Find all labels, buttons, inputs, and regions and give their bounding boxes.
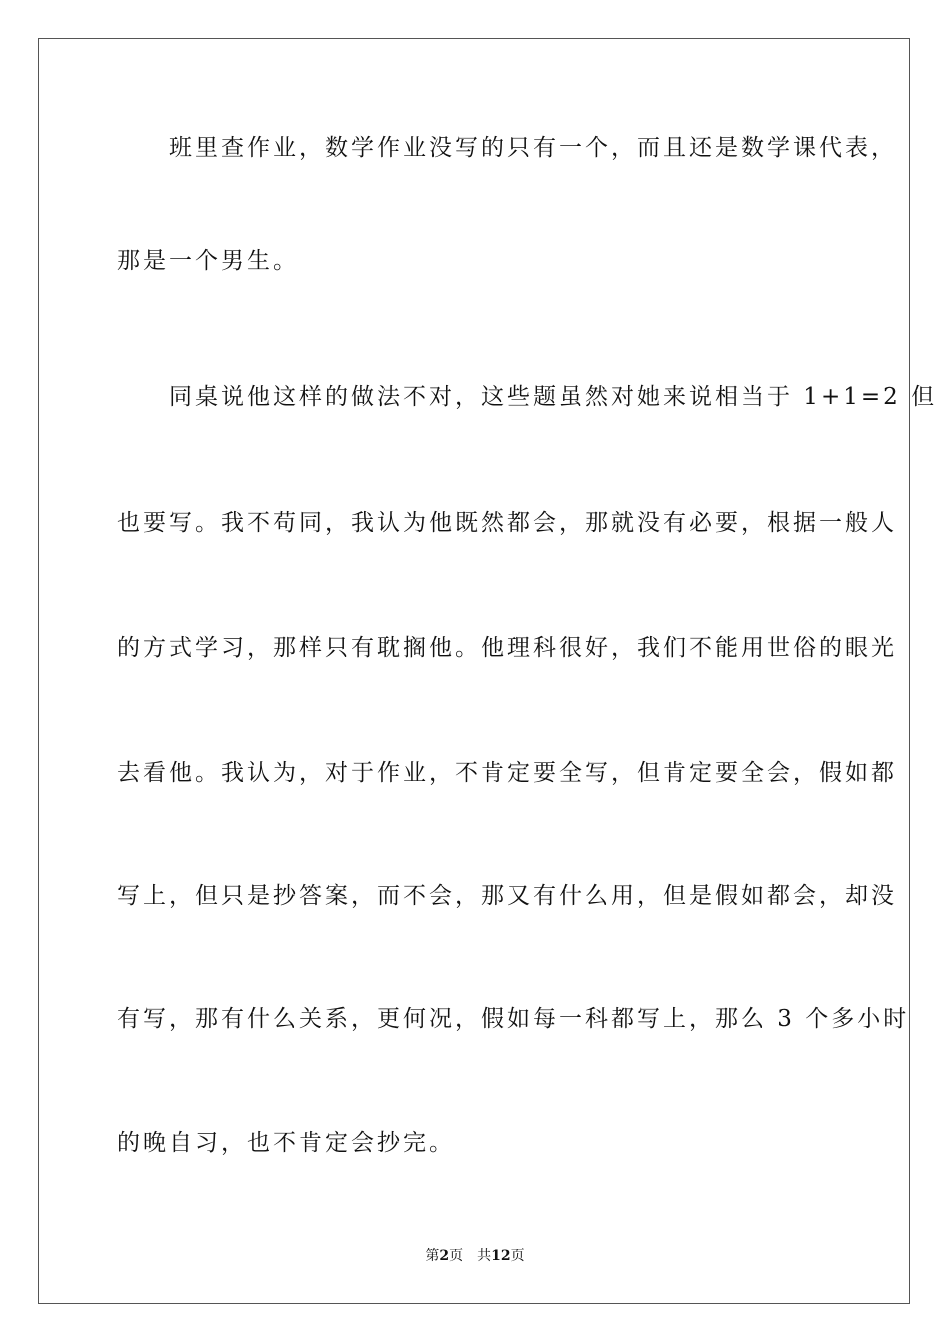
paragraph-line: 那是一个男生。 bbox=[117, 248, 299, 274]
page-number: 2 bbox=[439, 1248, 450, 1264]
total-prefix: 共 bbox=[477, 1248, 492, 1264]
page-suffix: 页 bbox=[449, 1248, 464, 1264]
paragraph-line: 的方式学习，那样只有耽搁他。他理科很好，我们不能用世俗的眼光 bbox=[117, 635, 897, 661]
paragraph-line: 也要写。我不苟同，我认为他既然都会，那就没有必要，根据一般人 bbox=[117, 510, 897, 536]
paragraph-line: 同桌说他这样的做法不对，这些题虽然对她来说相当于 1+1=2 但 bbox=[117, 384, 938, 410]
paragraph-line: 班里查作业，数学作业没写的只有一个，而且还是数学课代表， bbox=[117, 135, 897, 161]
paragraph-line: 写上，但只是抄答案，而不会，那又有什么用，但是假如都会，却没 bbox=[117, 883, 897, 909]
page-border bbox=[38, 38, 938, 1304]
paragraph-line: 去看他。我认为，对于作业，不肯定要全写，但肯定要全会，假如都 bbox=[117, 760, 897, 786]
paragraph-line: 的晚自习，也不肯定会抄完。 bbox=[117, 1130, 455, 1156]
page-prefix: 第 bbox=[425, 1248, 440, 1264]
total-suffix: 页 bbox=[510, 1248, 525, 1264]
paragraph-line: 有写，那有什么关系，更何况，假如每一科都写上，那么 3 个多小时 bbox=[117, 1006, 910, 1032]
page-footer bbox=[0, 1247, 950, 1265]
total-pages: 12 bbox=[491, 1248, 511, 1264]
